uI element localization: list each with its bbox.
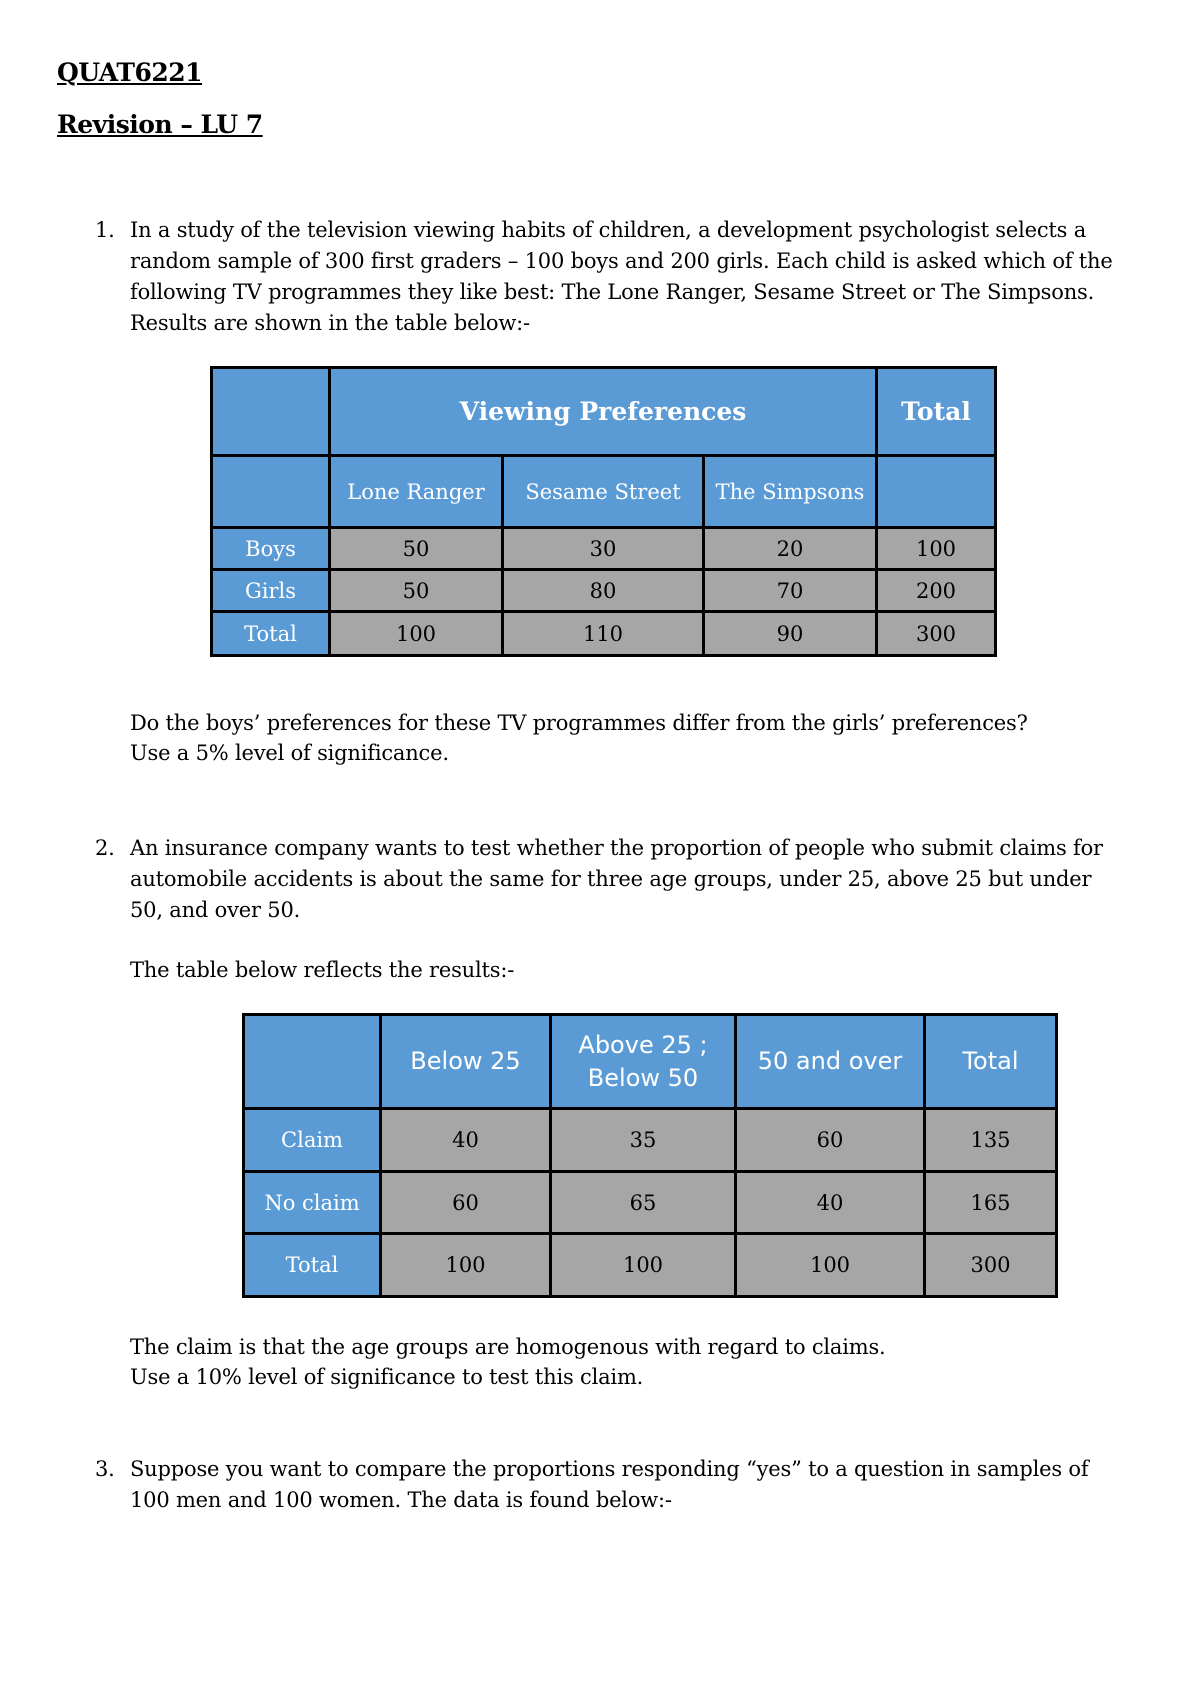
table-corner-cell [212,368,330,456]
table-cell: 100 [736,1234,925,1297]
row-label: Claim [244,1109,381,1172]
table-row [244,1172,1057,1234]
table-blank-cell [877,456,996,528]
header-line: Below 50 [587,1063,699,1092]
table-cell: 300 [925,1234,1057,1297]
table-cell: 100 [877,528,996,570]
insurance-claims-table [242,1013,1058,1298]
header-line: Above 25 ; [578,1030,708,1059]
column-header: Below 25 [381,1015,551,1109]
table-cell: 300 [877,612,996,656]
column-header: 50 and over [736,1015,925,1109]
table-cell: 60 [736,1109,925,1172]
claim-significance: Use a 10% level of significance to test this claim. [130,1365,644,1389]
table-total-header: Total [877,368,996,456]
table-cell: 100 [381,1234,551,1297]
column-header: Lone Ranger [330,456,503,528]
question-text: In a study of the television viewing habits of children, a development psychologist selects a random sample of 300 first graders – 100 boys and 200 girls. Each child is asked which of the following TV programmes they like best: The Lone Ranger, Sesame Street or The Simpsons. Results are shown in the table below:- [130,218,1113,335]
table-cell: 100 [551,1234,736,1297]
table-cell: 20 [704,528,877,570]
course-code: QUAT6221 [57,58,203,87]
table-cell: 90 [704,612,877,656]
claim-statement: The claim is that the age groups are homogenous with regard to claims. [130,1335,886,1359]
table-row [244,1234,1057,1297]
viewing-preferences-table [210,366,997,657]
question-number: 3. [95,1457,115,1481]
table-cell: 60 [381,1172,551,1234]
table-cell: 135 [925,1109,1057,1172]
revision-title: Revision – LU 7 [57,110,263,139]
question-text: Suppose you want to compare the proportions responding “yes” to a question in samples of 100 men and 100 women. The data is found below:- [130,1457,1089,1512]
table-cell: 50 [330,528,503,570]
row-label: No claim [244,1172,381,1234]
row-label: Girls [212,570,330,612]
table-cell: 30 [503,528,704,570]
table-cell: 50 [330,570,503,612]
table-row [212,570,996,612]
table-row [212,528,996,570]
column-header: Sesame Street [503,456,704,528]
column-header [551,1015,736,1109]
table-cell: 165 [925,1172,1057,1234]
table-intro: The table below reflects the results:- [130,958,515,982]
table-cell: 40 [381,1109,551,1172]
row-label: Total [244,1234,381,1297]
column-header: The Simpsons [704,456,877,528]
table-cell: 70 [704,570,877,612]
question-text: An insurance company wants to test whether the proportion of people who submit claims for automobile accidents is about the same for three age groups, under 25, above 25 but under 50, and over 50. [130,836,1103,922]
question-1-prompt: Do the boys’ preferences for these TV programmes differ from the girls’ preferences? [130,711,1028,735]
table-cell: 40 [736,1172,925,1234]
table-corner-cell [212,456,330,528]
question-number: 2. [95,836,115,860]
row-label: Total [212,612,330,656]
table-cell: 35 [551,1109,736,1172]
question-number: 1. [95,218,115,242]
column-header: Total [925,1015,1057,1109]
table-cell: 100 [330,612,503,656]
table-corner-cell [244,1015,381,1109]
table-group-header: Viewing Preferences [330,368,877,456]
row-label: Boys [212,528,330,570]
table-cell: 80 [503,570,704,612]
table-row [244,1109,1057,1172]
question-1-significance: Use a 5% level of significance. [130,741,449,765]
table-cell: 65 [551,1172,736,1234]
table-cell: 200 [877,570,996,612]
table-row [212,612,996,656]
table-cell: 110 [503,612,704,656]
